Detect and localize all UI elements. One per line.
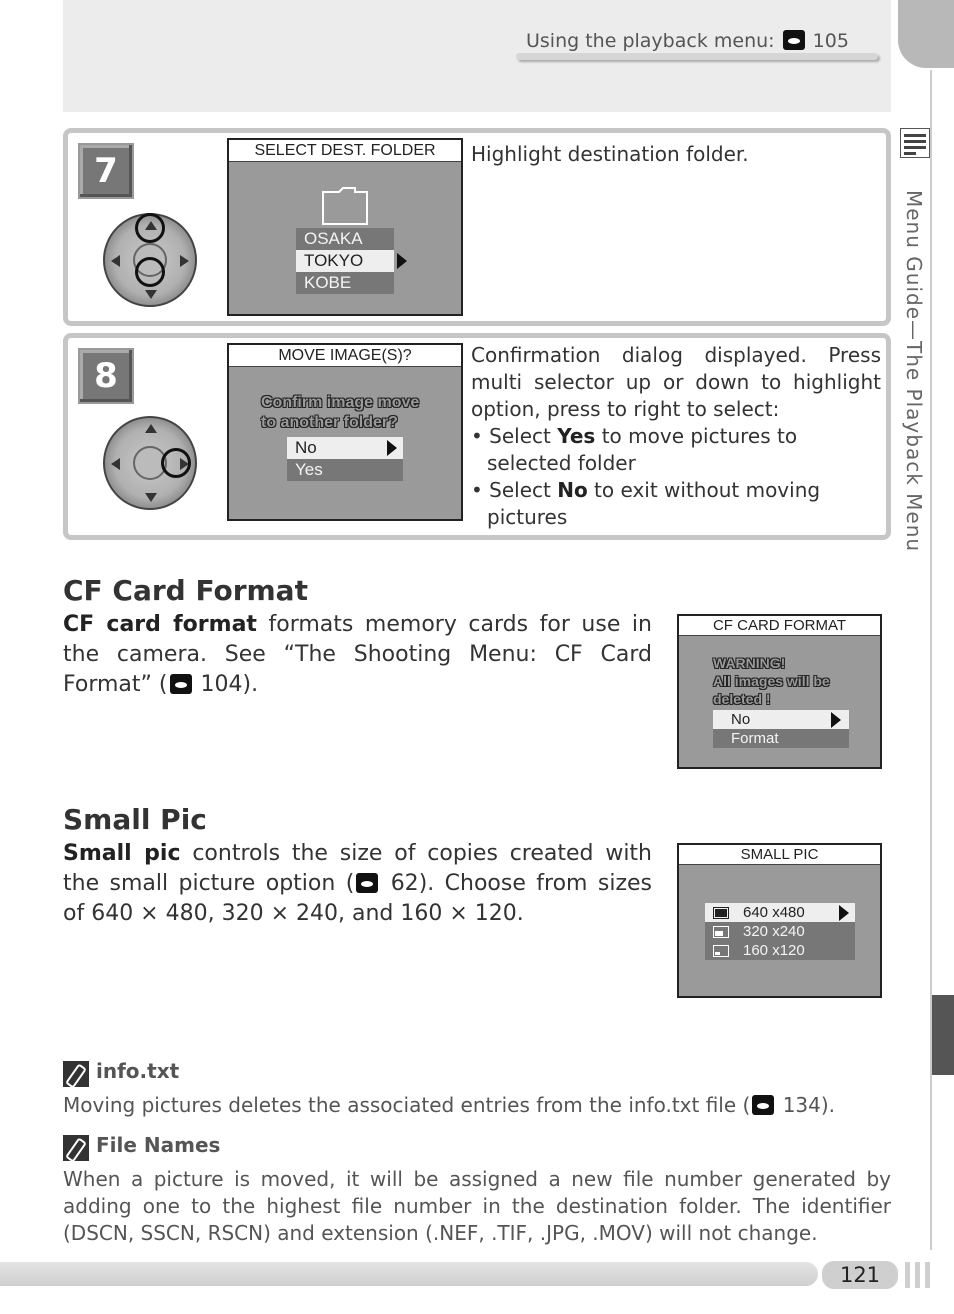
note-info-txt-title: info.txt	[96, 1059, 179, 1083]
size-option-selected[interactable]: 640 x480	[705, 903, 855, 922]
confirm-prompt-line-2: to another folder?	[261, 414, 398, 431]
cf-card-format-heading: CF Card Format	[63, 574, 308, 607]
up-highlight-ring	[135, 213, 165, 243]
option-no-selected[interactable]: No	[713, 710, 849, 729]
chapter-marker	[932, 995, 954, 1075]
step-number: 8	[78, 348, 134, 404]
warning-line-3: deleted !	[713, 691, 771, 707]
note-file-names-body: When a picture is moved, it will be assigned a new file number generated by adding one to the highest file number in the destination folder. The identifier (DSCN, SSCN, RSCN) and extension (.NEF, .TIF, .JPG, .MOV) will not change.	[63, 1167, 891, 1245]
folder-option-selected[interactable]: TOKYO	[296, 250, 394, 272]
step-7-description: Highlight destination folder.	[471, 142, 749, 166]
confirm-prompt-line-1: Confirm image move	[261, 394, 420, 411]
screen-title: SMALL PIC	[679, 845, 880, 865]
reference-eye-icon	[356, 873, 378, 893]
lcd-cf-card-format	[677, 614, 882, 769]
running-head-rule	[516, 53, 878, 60]
multi-selector-icon	[103, 213, 197, 307]
warning-line-2: All images will be	[713, 673, 830, 689]
step-8-description	[471, 342, 881, 531]
multi-selector-icon	[103, 416, 197, 510]
right-arrow-icon	[397, 253, 407, 269]
option-format[interactable]: Format	[713, 729, 849, 748]
folder-option[interactable]: KOBE	[296, 272, 394, 294]
right-arrow-icon	[839, 905, 849, 921]
page-number: 121	[822, 1261, 898, 1289]
menu-guide-icon	[900, 128, 930, 158]
running-head-page: 105	[812, 30, 849, 52]
footer-bar	[0, 1262, 818, 1286]
size-option[interactable]: 320 x240	[705, 922, 855, 941]
running-head	[516, 30, 878, 60]
pencil-note-icon	[63, 1061, 89, 1087]
warning-line-1: WARNING!	[713, 655, 786, 671]
running-head-prefix: Using the playback menu:	[526, 30, 775, 52]
right-arrow-icon	[831, 712, 841, 728]
cf-card-format-body: CF card format formats memory cards for use in the camera. See “The Shooting Menu: CF Card Format” ( 104).	[63, 612, 652, 697]
step-8-panel	[63, 333, 891, 540]
step-8-intro: Confirmation dialog displayed. Press multi selector up or down to highlight option, press to right to select:	[471, 343, 881, 421]
reference-eye-icon	[783, 30, 805, 50]
screen-title: SELECT DEST. FOLDER	[229, 140, 461, 162]
right-highlight-ring	[161, 448, 191, 478]
large-size-icon	[713, 907, 729, 919]
option-no-selected[interactable]: No	[287, 437, 403, 459]
note-info-txt-body: Moving pictures deletes the associated entries from the info.txt file ( 134).	[63, 1093, 836, 1117]
down-highlight-ring	[135, 257, 165, 287]
folder-option[interactable]: OSAKA	[296, 228, 394, 250]
medium-size-icon	[713, 926, 729, 938]
screen-title: CF CARD FORMAT	[679, 616, 880, 636]
right-arrow-icon	[387, 440, 397, 456]
small-pic-heading: Small Pic	[63, 803, 207, 836]
lcd-move-images	[227, 343, 463, 521]
footer-stripes	[905, 1262, 945, 1288]
corner-tab	[898, 0, 954, 68]
note-file-names-title: File Names	[96, 1133, 220, 1157]
bullet-yes: • Select Yes to move pictures to selected folder	[471, 424, 798, 475]
reference-eye-icon	[170, 674, 192, 694]
folder-icon	[321, 186, 369, 226]
reference-eye-icon	[752, 1095, 774, 1115]
small-pic-body: Small pic controls the size of copies created with the small picture option ( 62). Choose from sizes of 640 × 480, 320 × 240, and 160 × 120.	[63, 841, 653, 926]
pencil-note-icon	[63, 1135, 89, 1161]
step-number: 7	[78, 143, 134, 199]
lcd-small-pic	[677, 843, 882, 998]
step-7-panel	[63, 128, 891, 326]
bullet-no: • Select No to exit without moving pictures	[471, 478, 821, 529]
lcd-select-folder	[227, 138, 463, 316]
size-option[interactable]: 160 x120	[705, 941, 855, 960]
side-tab-label: Menu Guide—The Playback Menu	[902, 190, 926, 553]
option-yes[interactable]: Yes	[287, 459, 403, 481]
screen-title: MOVE IMAGE(S)?	[229, 345, 461, 367]
small-size-icon	[713, 945, 729, 957]
